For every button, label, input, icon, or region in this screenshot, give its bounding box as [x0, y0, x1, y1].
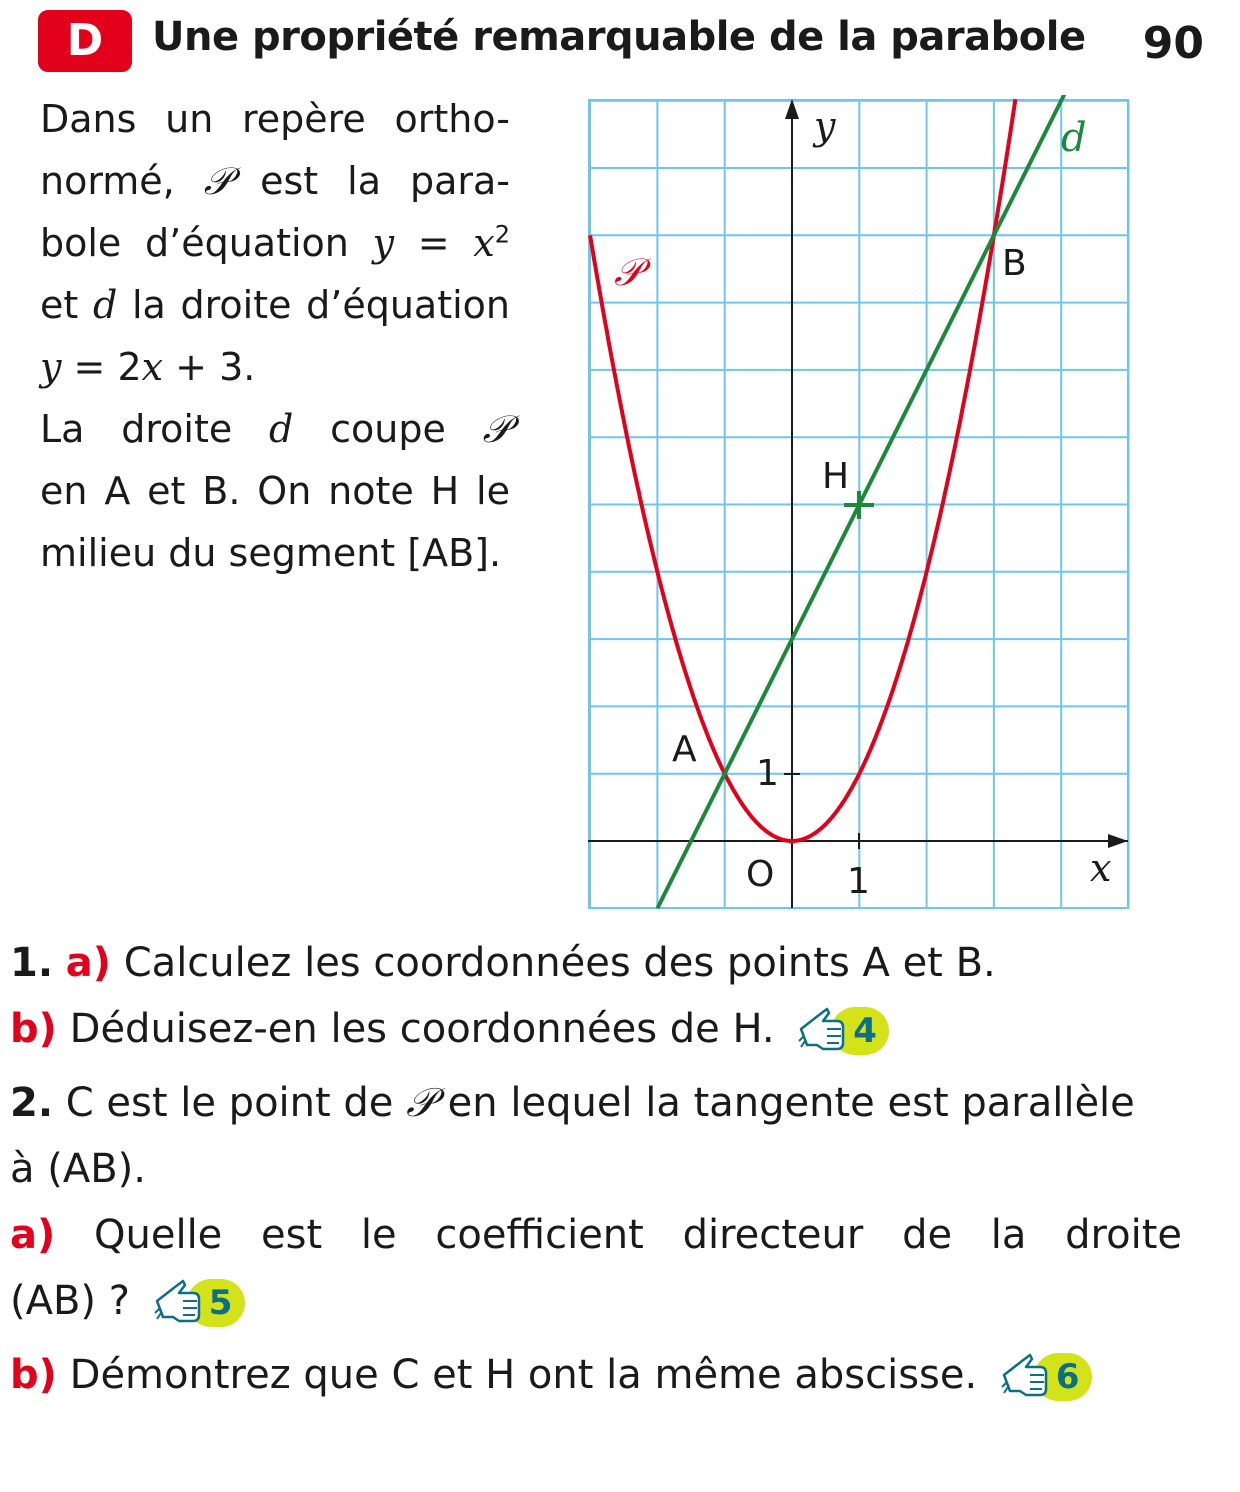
- pointing-hand-icon: [1000, 1351, 1056, 1403]
- parabola-curve: [590, 99, 1015, 841]
- exponent: 2: [494, 220, 511, 249]
- problem-statement: [40, 88, 510, 584]
- var-x: x: [473, 221, 495, 265]
- origin-label: O: [746, 854, 775, 895]
- intro-text: est la para-: [231, 159, 510, 203]
- question-2a: [10, 1202, 1182, 1334]
- intro-line: [40, 460, 510, 522]
- section-badge: D: [38, 10, 132, 72]
- intro-text: bole d’équation: [40, 221, 373, 265]
- hint-badge[interactable]: [797, 1005, 889, 1057]
- intro-text: = 2: [61, 345, 142, 389]
- question-text: en lequel la tangente est parallèle: [434, 1080, 1135, 1126]
- intro-text: normé,: [40, 159, 204, 203]
- exercise-number: 90: [1142, 18, 1204, 69]
- hint-badge[interactable]: [1000, 1351, 1092, 1403]
- intro-text: La droite: [40, 407, 269, 451]
- intro-text: la droite d’équation: [117, 283, 510, 327]
- question-label: b): [10, 1006, 57, 1052]
- var-y: y: [40, 345, 62, 389]
- parabola-symbol: 𝒫: [203, 159, 232, 203]
- section-title: Une propriété remarquable de la parabole: [152, 14, 1086, 60]
- line-d-label: d: [1061, 115, 1087, 161]
- x-axis-label: x: [1090, 846, 1112, 890]
- var-d: d: [92, 283, 118, 327]
- hint-number: 6: [1055, 1357, 1080, 1397]
- y-axis-arrow-icon: [785, 99, 799, 119]
- var-x: x: [141, 345, 164, 389]
- parabola-symbol: 𝒫: [406, 1080, 435, 1126]
- parabola-symbol: 𝒫: [482, 407, 511, 451]
- intro-line: [40, 398, 510, 460]
- intro-text: Dans un repère ortho-: [40, 97, 510, 141]
- parabola-label: 𝒫: [614, 250, 642, 294]
- intro-line: [40, 336, 510, 398]
- hint-badge[interactable]: [153, 1277, 245, 1329]
- question-text: Démontrez que C et H ont la même abscisse.: [56, 1352, 978, 1398]
- question-text: C est le point de: [53, 1080, 407, 1126]
- point-B-label: B: [1002, 243, 1027, 284]
- var-y: y: [372, 221, 395, 265]
- question-2b: [10, 1342, 1182, 1408]
- intro-text: milieu du segment [AB].: [40, 531, 502, 575]
- intro-text: en A et B. On note H le: [40, 469, 510, 513]
- question-1b: [10, 996, 1182, 1062]
- question-number: 2.: [10, 1080, 54, 1126]
- intro-text: coupe: [293, 407, 483, 451]
- y-axis-label: y: [814, 104, 836, 148]
- question-line: [10, 1202, 1182, 1268]
- var-d: d: [269, 407, 294, 451]
- question-text: Déduisez-en les coordonnées de H.: [56, 1006, 775, 1052]
- x-unit-label: 1: [847, 861, 870, 902]
- question-label: a): [10, 1212, 56, 1258]
- question-text: Calculez les coordonnées des points A et B.: [111, 940, 996, 986]
- y-unit-label: 1: [756, 753, 779, 794]
- intro-line: [40, 150, 510, 212]
- header: [0, 0, 1240, 90]
- pointing-hand-icon: [797, 1005, 853, 1057]
- questions: [10, 930, 1182, 1408]
- intro-line: [40, 88, 510, 150]
- parabola-figure: [588, 95, 1130, 910]
- hint-number: 4: [853, 1011, 877, 1051]
- question-1a: [10, 930, 1182, 996]
- question-number: 1.: [10, 940, 54, 986]
- question-label: b): [10, 1352, 57, 1398]
- question-text: à (AB).: [10, 1146, 146, 1192]
- point-A-label: A: [672, 729, 697, 770]
- question-label: a): [65, 940, 112, 986]
- intro-line: [40, 274, 510, 336]
- intro-line: [40, 522, 510, 584]
- question-text: (AB) ?: [10, 1278, 130, 1324]
- pointing-hand-icon: [153, 1277, 209, 1329]
- question-2: [10, 1070, 1182, 1202]
- point-H-label: H: [822, 456, 850, 497]
- intro-text: + 3.: [163, 345, 256, 389]
- intro-text: =: [394, 221, 474, 265]
- question-text: Quelle est le coefficient directeur de la droite: [55, 1212, 1182, 1258]
- intro-line: [40, 212, 510, 274]
- intro-text: et: [40, 283, 93, 327]
- hint-number: 5: [208, 1283, 233, 1323]
